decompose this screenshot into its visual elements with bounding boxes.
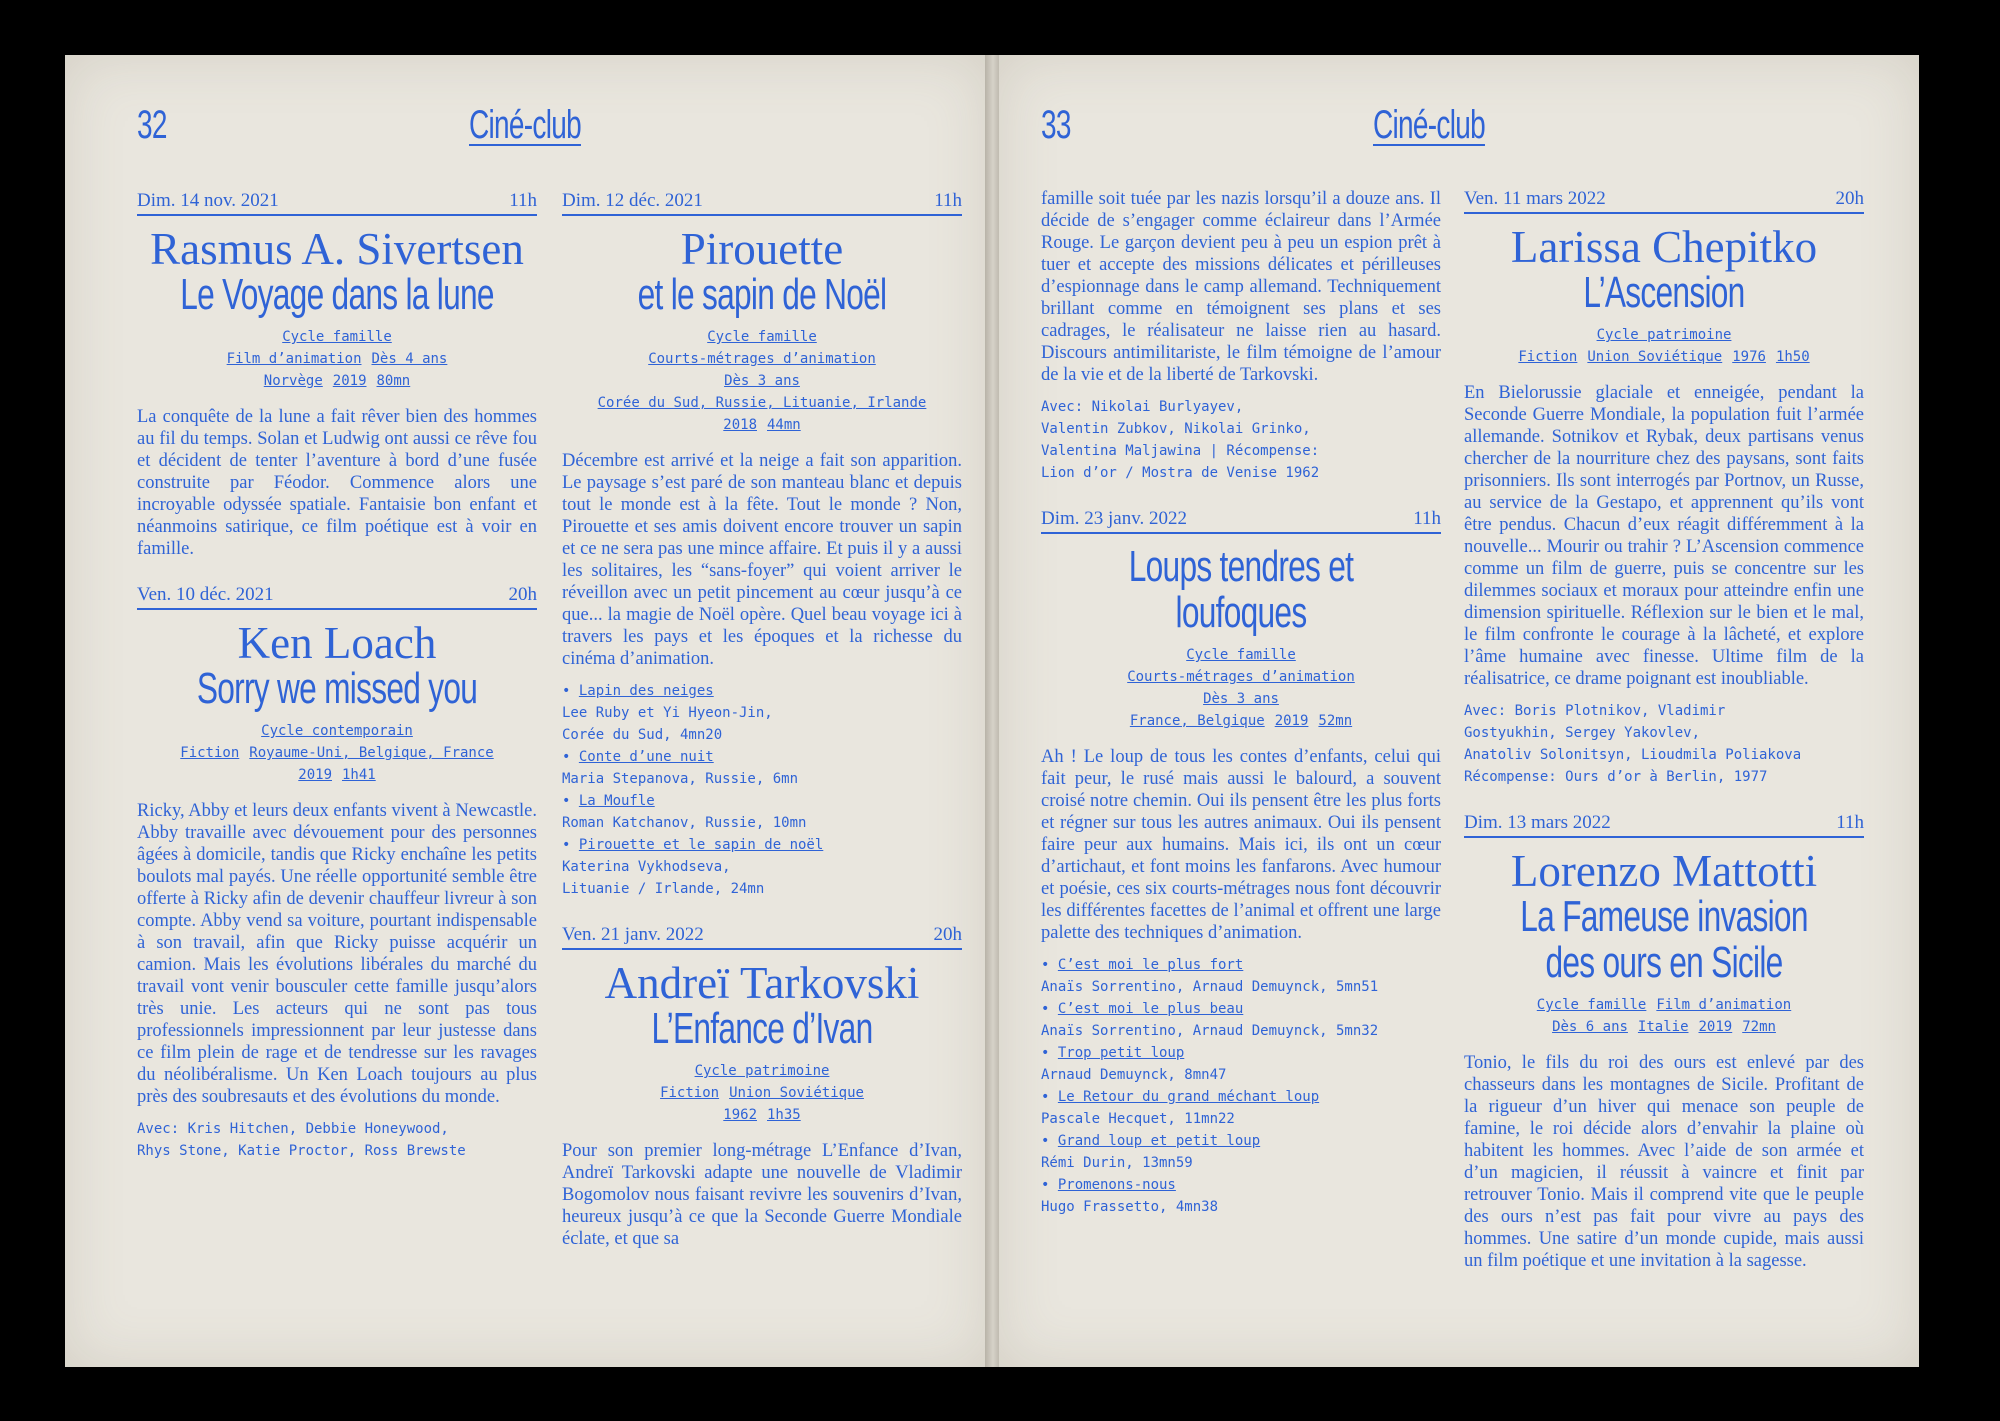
meta-tag: Royaume-Uni, Belgique, France	[249, 745, 494, 761]
screening-date: Dim. 23 janv. 2022	[1041, 508, 1188, 529]
meta-row	[562, 1104, 962, 1126]
meta-tag: 2018	[723, 417, 757, 433]
screening-date: Dim. 12 déc. 2021	[562, 190, 703, 211]
credits	[137, 1118, 537, 1162]
director-name: Ken Loach	[237, 618, 437, 668]
meta-tag: 2019	[332, 373, 367, 389]
meta-tag: Cycle patrimoine	[1596, 327, 1732, 343]
credits	[1464, 700, 1864, 788]
credit-line: Gostyukhin, Sergey Yakovlev,	[1464, 725, 1701, 741]
meta-tag: 1962	[723, 1107, 757, 1123]
film-meta	[1464, 994, 1864, 1038]
meta-tag: France, Belgique	[1129, 713, 1265, 729]
meta-tag: Union Soviétique	[729, 1085, 864, 1101]
film-title: Le Voyage dans la lune	[180, 270, 494, 319]
meta-row	[137, 720, 537, 742]
director-name: Lorenzo Mattotti	[1510, 846, 1818, 896]
short-title-text: Pirouette et le sapin de noël	[578, 837, 824, 853]
shorts-list	[562, 680, 962, 900]
credit-line: Avec: Boris Plotnikov, Vladimir	[1464, 703, 1726, 719]
meta-tag: 44mn	[767, 417, 801, 433]
short-title: • La Moufle	[562, 793, 655, 809]
meta-tag: Cycle famille	[707, 329, 817, 345]
film-title: L’Ascension	[1583, 268, 1745, 317]
film-title: L’Enfance d’Ivan	[651, 1004, 873, 1053]
short-info: Pascale Hecquet, 11mn22	[1041, 1111, 1235, 1127]
meta-row	[1041, 688, 1441, 710]
screening-date: Dim. 14 nov. 2021	[137, 190, 279, 211]
director-name: Rasmus A. Sivertsen	[150, 224, 524, 274]
meta-row	[1041, 710, 1441, 732]
short-title: • Promenons-nous	[1041, 1177, 1176, 1193]
short-info: Arnaud Demuynck, 8mn47	[1041, 1067, 1227, 1083]
meta-tag: Norvège	[263, 373, 323, 389]
meta-row	[1041, 666, 1441, 688]
meta-tag: Dès 4 ans	[371, 351, 448, 367]
film-description: Décembre est arrivé et la neige a fait son apparition. Le paysage s’est paré de son manteau blanc et depuis tout le monde est à la fête. Tout le monde ? Non, Pirouette et ses amis doivent encore trouver un sapin et ce ne sera pas une mince affaire. Et puis il y a aussi les solitaires, les “sans-foyer” qui voient arriver le réveillon avec un petit pincement au cœur jusqu’à ce que... la magie de Noël opère. Quel beau voyage ici à travers les pays et les époques et la richesse du cinéma d’animation.	[562, 451, 962, 669]
screening-time: 20h	[508, 584, 537, 605]
director-name: Andreï Tarkovski	[604, 958, 920, 1008]
short-info: Roman Katchanov, Russie, 10mn	[562, 815, 807, 831]
shorts-list	[1041, 954, 1441, 1218]
short-info: Hugo Frassetto, 4mn38	[1041, 1199, 1219, 1215]
credits	[1041, 396, 1441, 484]
meta-row	[562, 370, 962, 392]
meta-tag: Courts-métrages d’animation	[1127, 669, 1355, 685]
screening-date: Ven. 21 janv. 2022	[562, 924, 704, 945]
credit-line: Lion d’or / Mostra de Venise 1962	[1041, 465, 1320, 481]
meta-tag: 1h41	[342, 767, 376, 783]
short-info: Rémi Durin, 13mn59	[1041, 1155, 1193, 1171]
meta-tag: Film d’animation	[226, 351, 362, 367]
meta-row	[562, 326, 962, 348]
meta-row	[137, 370, 537, 392]
screening-entry	[1464, 812, 1864, 1272]
short-title: • C’est moi le plus beau	[1041, 1001, 1244, 1017]
date-header	[562, 190, 962, 216]
film-meta	[137, 326, 537, 392]
meta-tag: Union Soviétique	[1587, 349, 1723, 365]
left-column-1	[137, 190, 537, 1186]
credit-line: Valentin Zubkov, Nikolai Grinko,	[1041, 421, 1311, 437]
short-title: • C’est moi le plus fort	[1041, 957, 1244, 973]
date-header	[1041, 508, 1441, 534]
meta-tag: 2019	[1698, 1019, 1733, 1035]
right-column-1	[1041, 188, 1441, 1242]
film-description: Pour son premier long-métrage L’Enfance d’Ivan, Andreï Tarkovski adapte une nouvelle de Vladimir Bogomolov nous faisant revivre les souvenirs d’Ivan, heureux jusqu’à ce que la Seconde Guerre Mondiale éclate, et que sa	[562, 1141, 962, 1249]
right-column-1-entries	[1041, 508, 1441, 1218]
short-title-text: Lapin des neiges	[578, 683, 714, 699]
meta-tag: Cycle famille	[282, 329, 392, 345]
meta-row	[137, 326, 537, 348]
meta-row	[1041, 644, 1441, 666]
screening-entry	[1041, 508, 1441, 1218]
meta-row	[562, 1082, 962, 1104]
film-meta	[1464, 324, 1864, 368]
running-title: Ciné-club	[468, 103, 581, 147]
credit-line: Valentina Maljawina | Récompense:	[1041, 443, 1320, 459]
film-description: En Bielorussie glaciale et enneigée, pendant la Seconde Guerre Mondiale, la population fuit l’armée allemande. Sotnikov et Rybak, deux partisans venus chercher de la nourriture chez des paysans, sont faits prisonniers. Ils sont interrogés par Portnov, un Russe, au service de la Gestapo, et apprennent qu’ils vont être pendus. Chacun d’eux réagit différemment à la nouvelle... Mourir ou trahir ? L’Ascension commence comme un film de guerre, puis se concentre sur les dilemmes sociaux et moraux pour atteindre enfin une dimension spirituelle. Réflexion sur le bien et le mal, le film confronte le courage à la lâcheté, et explore l’âme humaine avec finesse. Ultime film de la réalisatrice, ce drame poignant est inoubliable.	[1464, 383, 1864, 689]
screening-date: Ven. 10 déc. 2021	[137, 584, 274, 605]
short-title: • Lapin des neiges	[562, 683, 714, 699]
meta-tag: Dès 3 ans	[1203, 691, 1279, 707]
short-info: Corée du Sud, 4mn20	[562, 727, 723, 743]
meta-tag: Fiction	[660, 1085, 720, 1101]
screening-time: 11h	[1413, 508, 1441, 529]
short-title: • Trop petit loup	[1041, 1045, 1185, 1061]
meta-row	[137, 348, 537, 370]
film-meta	[137, 720, 537, 786]
meta-tag: 1h35	[767, 1107, 801, 1123]
left-page	[65, 55, 987, 1367]
screening-entry	[137, 190, 537, 560]
meta-tag: Cycle patrimoine	[694, 1063, 830, 1079]
meta-tag: Fiction	[1518, 349, 1578, 365]
short-info: Katerina Vykhodseva,	[562, 859, 731, 875]
short-title-text: Promenons-nous	[1057, 1177, 1176, 1193]
credit-line: Récompense: Ours d’or à Berlin, 1977	[1464, 769, 1768, 785]
meta-tag: Corée du Sud, Russie, Lituanie, Irlande	[597, 395, 927, 411]
right-page	[999, 55, 1919, 1367]
meta-tag: Dès 3 ans	[724, 373, 800, 389]
film-title: Loups tendres et loufoques	[1128, 542, 1354, 637]
meta-tag: 2019	[1274, 713, 1309, 729]
meta-row	[1464, 346, 1864, 368]
meta-tag: 2019	[298, 767, 332, 783]
description-continuation: famille soit tuée par les nazis lorsqu’il a douze ans. Il décide de s’engager comme éclaireur dans l’Armée Rouge. Le garçon devient peu à peu un espion prêt à tuer et accepte des missions délicates et périlleuses d’espionnage dans le camp allemand. Techniquement brillant comme en témoignent ses plans et ses cadrages, le réalisateur ne laisse rien au hasard. Discours antimilitariste, le film témoigne de l’amour de la vie et de la liberté de Tarkovski.	[1041, 189, 1441, 385]
screening-time: 20h	[933, 924, 962, 945]
film-description: La conquête de la lune a fait rêver bien des hommes au fil du temps. Solan et Ludwig ont aussi ce rêve fou et décident de tenter l’aventure à bord d’une fusée construite par Féodor. Commence alors une incroyable odyssée spatiale. Fantaisie bon enfant et néanmoins satirique, ce film poétique est à voir en famille.	[137, 407, 537, 559]
short-title-text: Conte d’une nuit	[578, 749, 714, 765]
film-description: Ricky, Abby et leurs deux enfants vivent à Newcastle. Abby travaille avec dévouement pour des personnes âgées à domicile, tandis que Ricky enchaîne les petits boulots mal payés. Une réelle opportunité semble être offerte à Ricky afin de devenir chauffeur livreur à son compte. Abby vend sa voiture, pourtant indispensable à son travail, afin que Ricky puisse acquérir un camion. Mais les évolutions libérales du marché du travail vont venir bousculer cette famille jusqu’alors très unie. Les acteurs qui ne sont pas tous professionnels impressionnent par leur justesse dans ce film plein de rage et de tendresse sur les ravages du néolibéralisme. Un Ken Loach toujours au plus près des soubresauts et des évolutions du monde.	[137, 801, 537, 1107]
credit-line: Avec: Nikolai Burlyayev,	[1041, 399, 1244, 415]
page-number: 32	[137, 103, 167, 147]
meta-row	[1464, 994, 1864, 1016]
screening-time: 11h	[509, 190, 537, 211]
short-info: Lituanie / Irlande, 24mn	[562, 881, 765, 897]
short-info: Anaïs Sorrentino, Arnaud Demuynck, 5mn32	[1041, 1023, 1379, 1039]
meta-row	[562, 1060, 962, 1082]
right-column-2	[1464, 188, 1864, 1296]
film-meta	[1041, 644, 1441, 732]
film-meta	[562, 326, 962, 436]
screening-time: 11h	[1836, 812, 1864, 833]
meta-row	[1464, 1016, 1864, 1038]
film-meta	[562, 1060, 962, 1126]
short-title: • Conte d’une nuit	[562, 749, 714, 765]
meta-tag: 52mn	[1318, 713, 1353, 729]
short-title-text: Le Retour du grand méchant loup	[1057, 1089, 1320, 1105]
short-title-text: Trop petit loup	[1057, 1045, 1185, 1061]
short-title-text: C’est moi le plus fort	[1057, 957, 1244, 973]
meta-tag: Film d’animation	[1656, 997, 1792, 1013]
film-title: La Fameuse invasion des ours en Sicile	[1520, 892, 1808, 987]
film-title: Sorry we missed you	[196, 664, 478, 713]
short-info: Maria Stepanova, Russie, 6mn	[562, 771, 799, 787]
credit-line: Anatoliv Solonitsyn, Lioudmila Poliakova	[1464, 747, 1802, 763]
short-title-text: C’est moi le plus beau	[1057, 1001, 1244, 1017]
short-info: Lee Ruby et Yi Hyeon-Jin,	[562, 705, 773, 721]
film-description: Tonio, le fils du roi des ours est enlevé par des chasseurs dans les montagnes de Sicile. Profitant de la rigueur d’un hiver qui menace son peuple de famine, le roi décide alors d’envahir la plaine où habitent les hommes. Avec l’aide de son armée et d’un magicien, il réussit à vaincre et finit par retrouver Tonio. Mais il comprend vite que le peuple des ours n’est pas fait pour vivre au pays des hommes. Une satire d’un monde cupide, mais aussi un film poétique et une invitation à la sagesse.	[1464, 1053, 1864, 1271]
meta-row	[562, 348, 962, 370]
short-title-text: La Moufle	[578, 793, 655, 809]
page-number: 33	[1041, 103, 1071, 147]
meta-row	[562, 414, 962, 436]
screening-entry	[562, 190, 962, 900]
credit-line: Avec: Kris Hitchen, Debbie Honeywood,	[137, 1121, 449, 1137]
screening-entry	[137, 584, 537, 1162]
director-name: Larissa Chepitko	[1510, 222, 1818, 272]
left-column-2	[562, 190, 962, 1274]
meta-tag: Cycle contemporain	[261, 723, 413, 739]
screening-date: Ven. 11 mars 2022	[1464, 188, 1606, 209]
meta-tag: Italie	[1637, 1019, 1689, 1035]
credit-line: Rhys Stone, Katie Proctor, Ross Brewste	[137, 1143, 466, 1159]
short-title: • Grand loup et petit loup	[1041, 1133, 1261, 1149]
screening-time: 11h	[934, 190, 962, 211]
screening-time: 20h	[1835, 188, 1864, 209]
director-name: Pirouette	[680, 224, 844, 274]
short-info: Anaïs Sorrentino, Arnaud Demuynck, 5mn51	[1041, 979, 1379, 995]
short-title-text: Grand loup et petit loup	[1057, 1133, 1261, 1149]
screening-date: Dim. 13 mars 2022	[1464, 812, 1611, 833]
meta-tag: 72mn	[1742, 1019, 1776, 1035]
meta-row	[1464, 324, 1864, 346]
screening-entry	[562, 924, 962, 1250]
date-header	[137, 190, 537, 216]
meta-row	[562, 392, 962, 414]
date-header	[562, 924, 962, 950]
meta-tag: 1h50	[1775, 349, 1810, 365]
meta-tag: Fiction	[180, 745, 240, 761]
meta-tag: 1976	[1732, 349, 1766, 365]
meta-tag: 80mn	[376, 373, 411, 389]
short-title: • Pirouette et le sapin de noël	[562, 837, 824, 853]
meta-row	[137, 764, 537, 786]
meta-tag: Courts-métrages d’animation	[648, 351, 876, 367]
date-header	[1464, 812, 1864, 838]
film-description: Ah ! Le loup de tous les contes d’enfants, celui qui fait peur, le rusé mais aussi le balourd, a souvent croisé notre chemin. Oui ils pensent être les plus forts et régner sur tous les autres animaux. Oui ils pensent faire peur aux humains. Mais ici, ils ont un cœur d’artichaut, et font moins les fanfarons. Avec humour et poésie, ces six courts-métrages nous font découvrir les différentes facettes de l’animal et offrent une large palette des techniques d’animation.	[1041, 747, 1441, 943]
meta-tag: Cycle famille	[1186, 647, 1296, 663]
date-header	[1464, 188, 1864, 214]
running-title: Ciné-club	[1372, 103, 1485, 147]
screening-entry	[1464, 188, 1864, 788]
meta-tag: Cycle famille	[1536, 997, 1647, 1013]
meta-tag: Dès 6 ans	[1552, 1019, 1628, 1035]
date-header	[137, 584, 537, 610]
film-title: et le sapin de Noël	[637, 270, 887, 319]
meta-row	[137, 742, 537, 764]
short-title: • Le Retour du grand méchant loup	[1041, 1089, 1320, 1105]
